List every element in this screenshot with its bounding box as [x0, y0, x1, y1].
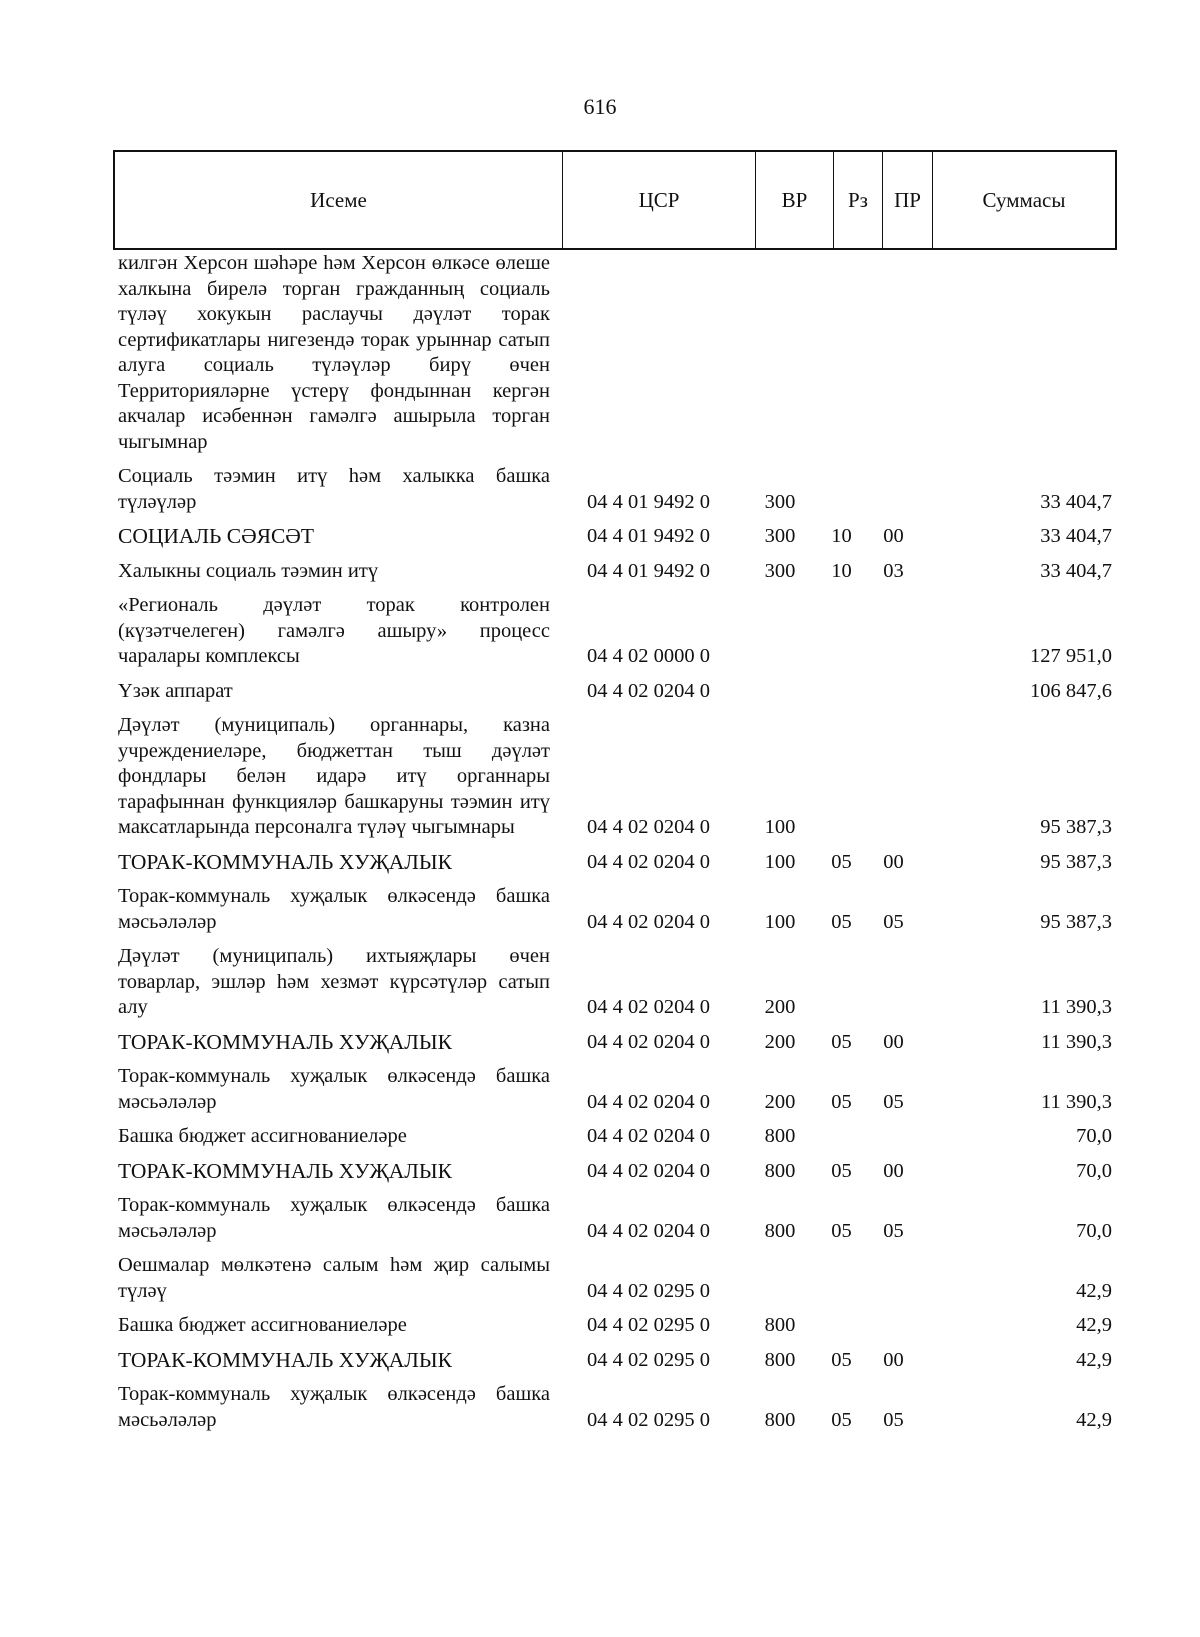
cell-sum: 11 390,3 — [1041, 1090, 1112, 1113]
cell-pr: 05 — [883, 1090, 904, 1113]
cell-name: «Региональ дәүләт торак контролен (күзәтчелеген) гамәлгә ашыру» процесс чаралары комплексы — [118, 594, 550, 667]
cell-sum: 42,9 — [1076, 1314, 1112, 1336]
cell-csr: 04 4 02 0204 0 — [587, 1159, 710, 1182]
table-row — [118, 464, 1114, 515]
header-name: Исеме — [115, 152, 563, 248]
header-rz: Рз — [834, 152, 883, 248]
cell-name: ТОРАК-КОММУНАЛЬ ХУҖАЛЫК — [118, 849, 452, 874]
cell-csr: 04 4 02 0204 0 — [587, 996, 710, 1018]
cell-csr: 04 4 02 0295 0 — [587, 1348, 710, 1371]
table-row — [118, 884, 1114, 935]
cell-pr: 05 — [883, 1219, 904, 1242]
cell-csr: 04 4 02 0295 0 — [587, 1314, 710, 1336]
cell-sum: 11 390,3 — [1041, 1030, 1112, 1053]
table-row — [118, 1313, 1114, 1339]
cell-name: СОЦИАЛЬ СӘЯСӘТ — [118, 524, 314, 548]
cell-vr: 100 — [764, 816, 796, 838]
cell-name: Башка бюджет ассигнованиеләре — [118, 1125, 407, 1147]
cell-vr: 200 — [764, 1090, 796, 1113]
cell-csr: 04 4 02 0204 0 — [587, 1090, 710, 1113]
cell-vr: 200 — [764, 996, 796, 1018]
cell-sum: 95 387,3 — [1040, 850, 1112, 873]
cell-vr: 300 — [764, 559, 796, 582]
cell-vr: 200 — [764, 1030, 796, 1053]
cell-sum: 70,0 — [1076, 1159, 1112, 1182]
cell-sum: 70,0 — [1076, 1219, 1112, 1242]
table-row — [118, 713, 1114, 841]
cell-name: Дәүләт (муниципаль) ихтыяҗлары өчен товарлар, эшләр һәм хезмәт күрсәтүләр сатып алу — [118, 945, 550, 1018]
cell-vr: 800 — [764, 1125, 796, 1147]
cell-sum: 33 404,7 — [1040, 525, 1112, 547]
cell-csr: 04 4 02 0204 0 — [587, 910, 710, 933]
cell-pr: 05 — [883, 1408, 904, 1431]
cell-sum: 106 847,6 — [1030, 679, 1112, 702]
table-row — [118, 850, 1114, 876]
cell-name: Торак-коммуналь хуҗалык өлкәсендә башка мәсьәләләр — [118, 1194, 550, 1242]
cell-rz: 05 — [831, 1090, 852, 1113]
cell-name: ТОРАК-КОММУНАЛЬ ХУҖАЛЫК — [118, 1029, 452, 1054]
cell-sum: 42,9 — [1076, 1279, 1112, 1302]
cell-csr: 04 4 02 0204 0 — [587, 1219, 710, 1242]
cell-pr: 00 — [883, 525, 904, 547]
cell-vr: 800 — [764, 1219, 796, 1242]
cell-name: Торак-коммуналь хуҗалык өлкәсендә башка мәсьәләләр — [118, 1065, 550, 1113]
cell-rz: 05 — [831, 1030, 852, 1053]
table-row — [118, 1253, 1114, 1304]
table-row — [118, 1382, 1114, 1433]
table-row — [118, 524, 1114, 550]
cell-name: ТОРАК-КОММУНАЛЬ ХУҖАЛЫК — [118, 1347, 452, 1372]
cell-rz: 10 — [831, 559, 852, 582]
cell-vr: 800 — [764, 1348, 796, 1371]
table-row — [118, 944, 1114, 1021]
table-row — [118, 1064, 1114, 1115]
cell-sum: 127 951,0 — [1030, 645, 1112, 667]
cell-csr: 04 4 01 9492 0 — [587, 559, 710, 582]
cell-csr: 04 4 02 0204 0 — [587, 1125, 710, 1147]
cell-sum: 11 390,3 — [1041, 996, 1112, 1018]
table-row — [118, 593, 1114, 670]
cell-vr: 800 — [764, 1314, 796, 1336]
cell-pr: 00 — [883, 850, 904, 873]
cell-csr: 04 4 02 0204 0 — [587, 679, 710, 702]
cell-name: Башка бюджет ассигнованиеләре — [118, 1314, 407, 1336]
table-row — [118, 1159, 1114, 1185]
header-pr: ПР — [883, 152, 933, 248]
table-row — [118, 1030, 1114, 1056]
cell-csr: 04 4 01 9492 0 — [587, 490, 710, 513]
table-row — [118, 559, 1114, 585]
cell-sum: 70,0 — [1076, 1125, 1112, 1147]
cell-sum: 95 387,3 — [1040, 816, 1112, 838]
cell-csr: 04 4 02 0204 0 — [587, 816, 710, 838]
cell-csr: 04 4 02 0204 0 — [587, 850, 710, 873]
cell-pr: 05 — [883, 910, 904, 933]
cell-name: килгән Херсон шәһәре һәм Херсон өлкәсе өлеше халкына бирелә торган гражданның социаль түләү хокукын раслаучы дәүләт торак сертификатлары нигезендә торак урыннар сатып алуга социаль түләүләр бирү өчен Территорияләрне үстерү фондыннан кергән акчалар исәбеннән гамәлгә ашырыла торган чыгымнар — [118, 252, 550, 453]
table-row — [118, 1124, 1114, 1150]
cell-vr: 800 — [764, 1159, 796, 1182]
cell-name: Үзәк аппарат — [118, 679, 233, 702]
cell-rz: 05 — [831, 850, 852, 873]
table-row — [118, 1193, 1114, 1244]
cell-csr: 04 4 02 0204 0 — [587, 1030, 710, 1053]
cell-vr: 800 — [764, 1408, 796, 1431]
cell-pr: 03 — [883, 559, 904, 582]
header-csr: ЦСР — [563, 152, 756, 248]
cell-pr: 00 — [883, 1159, 904, 1182]
cell-pr: 00 — [883, 1030, 904, 1053]
cell-name: Социаль тәэмин итү һәм халыкка башка түләүләр — [118, 465, 550, 513]
cell-rz: 05 — [831, 910, 852, 933]
cell-name: Дәүләт (муниципаль) органнары, казна учреждениеләре, бюджеттан тыш дәүләт фондлары белән идарә итү органнары тарафыннан функцияләр башкаруны тәэмин итү максатларында персоналга түләү чыгымнары — [118, 714, 550, 838]
table-row — [118, 251, 1114, 455]
table-row — [118, 679, 1114, 705]
cell-rz: 05 — [831, 1408, 852, 1431]
budget-table-body — [118, 251, 1114, 1442]
cell-name: Торак-коммуналь хуҗалык өлкәсендә башка мәсьәләләр — [118, 1383, 550, 1431]
cell-name: ТОРАК-КОММУНАЛЬ ХУҖАЛЫК — [118, 1158, 452, 1183]
cell-sum: 42,9 — [1076, 1348, 1112, 1371]
cell-name: Оешмалар мөлкәтенә салым һәм җир салымы түләү — [118, 1254, 550, 1302]
header-sum: Суммасы — [982, 187, 1066, 212]
table-row — [118, 1348, 1114, 1374]
cell-pr: 00 — [883, 1348, 904, 1371]
cell-rz: 05 — [831, 1159, 852, 1182]
cell-csr: 04 4 01 9492 0 — [587, 525, 710, 547]
cell-sum: 42,9 — [1076, 1408, 1112, 1431]
cell-rz: 10 — [831, 525, 852, 547]
cell-sum: 33 404,7 — [1040, 490, 1112, 513]
cell-vr: 300 — [764, 525, 796, 547]
cell-csr: 04 4 02 0295 0 — [587, 1279, 710, 1302]
cell-vr: 300 — [764, 490, 796, 513]
cell-name: Халыкны социаль тәэмин итү — [118, 559, 379, 582]
page-number: 616 — [583, 94, 617, 119]
cell-csr: 04 4 02 0000 0 — [587, 645, 710, 667]
cell-sum: 33 404,7 — [1040, 559, 1112, 582]
table-header — [113, 150, 1117, 250]
cell-name: Торак-коммуналь хуҗалык өлкәсендә башка мәсьәләләр — [118, 885, 550, 933]
cell-rz: 05 — [831, 1219, 852, 1242]
cell-csr: 04 4 02 0295 0 — [587, 1408, 710, 1431]
cell-rz: 05 — [831, 1348, 852, 1371]
cell-sum: 95 387,3 — [1040, 910, 1112, 933]
cell-vr: 100 — [764, 910, 796, 933]
cell-vr: 100 — [764, 850, 796, 873]
header-vr: ВР — [756, 152, 834, 248]
